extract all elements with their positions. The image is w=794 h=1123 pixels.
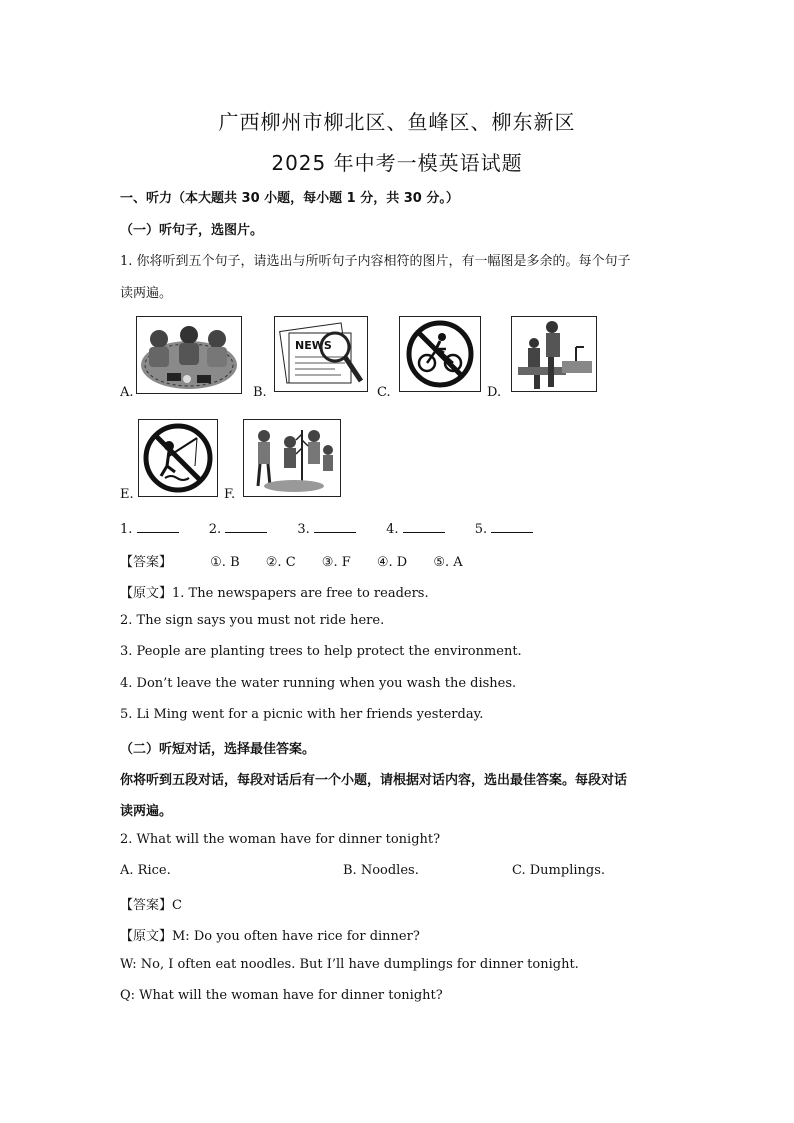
no-cycling-sign	[399, 316, 481, 392]
q2-answer: 【答案】C	[120, 898, 182, 913]
answer-item: ①. B	[210, 555, 240, 570]
washing-dishes-illustration	[511, 316, 597, 392]
q1-instruction-line1: 1. 你将听到五个句子，请选出与所听句子内容相符的图片，有一幅图是多余的。每个句子	[120, 254, 631, 269]
part2-header: （二）听短对话，选择最佳答案。	[120, 742, 316, 757]
original-label: 【原文】	[120, 586, 173, 601]
option-label-a: A.	[120, 385, 134, 400]
choice-c[interactable]: C. Dumplings.	[512, 863, 606, 878]
original-sentence: 4. Don’t leave the water running when you wash the dishes.	[120, 676, 517, 691]
option-label-c: C.	[377, 385, 391, 400]
option-label-e: E.	[120, 487, 134, 502]
answer-blanks-row	[120, 520, 559, 537]
choice-b[interactable]: B. Noodles.	[343, 863, 419, 878]
original-sentence: 3. People are planting trees to help protect the environment.	[120, 644, 522, 659]
picnic-illustration	[136, 316, 242, 394]
q2-original-line: 【原文】M: Do you often have rice for dinner?	[120, 929, 420, 944]
blank-label: 5.	[474, 522, 488, 537]
exam-title-line2: 2025 年中考一模英语试题	[271, 151, 523, 175]
answer-item: ⑤. A	[433, 555, 463, 570]
blank-label: 1.	[120, 522, 133, 537]
original-sentence: 5. Li Ming went for a picnic with her friends yesterday.	[120, 707, 484, 722]
answers-row	[120, 551, 485, 570]
newspaper-magnifier-illustration	[274, 316, 368, 392]
original-sentence: 1. The newspapers are free to readers.	[172, 586, 429, 601]
answer-item: ④. D	[376, 555, 408, 570]
planting-trees-illustration	[243, 419, 341, 497]
answer-blank[interactable]	[403, 520, 445, 533]
q2-original-line: W: No, I often eat noodles. But I’ll have dumplings for dinner tonight.	[120, 957, 579, 972]
answer-blank[interactable]	[225, 520, 267, 533]
q1-instruction-line2: 读两遍。	[120, 286, 173, 301]
part2-instruction-line2: 读两遍。	[120, 804, 173, 819]
answer-item: ③. F	[321, 555, 351, 570]
part2-instruction-line1: 你将听到五段对话，每段对话后有一个小题，请根据对话内容，选出最佳答案。每段对话	[120, 773, 628, 788]
option-label-b: B.	[253, 385, 267, 400]
answer-blank[interactable]	[491, 520, 533, 533]
section1-header: 一、听力（本大题共 30 小题，每小题 1 分，共 30 分。）	[120, 191, 459, 206]
blank-label: 3.	[297, 522, 310, 537]
answer-blank[interactable]	[137, 520, 179, 533]
original-sentence: 2. The sign says you must not ride here.	[120, 613, 385, 628]
part1-header: （一）听句子，选图片。	[120, 223, 264, 238]
q2-original-line: Q: What will the woman have for dinner tonight?	[120, 988, 443, 1003]
no-fishing-sign	[138, 419, 218, 497]
answer-item: ②. C	[265, 555, 296, 570]
blank-label: 2.	[208, 522, 222, 537]
original-line-1	[120, 582, 429, 601]
answer-blank[interactable]	[314, 520, 356, 533]
exam-title-line1: 广西柳州市柳北区、鱼峰区、柳东新区	[218, 110, 576, 134]
choice-a[interactable]: A. Rice.	[120, 863, 171, 878]
blank-label: 4.	[386, 522, 399, 537]
answer-label: 【答案】	[120, 555, 173, 570]
svg-text:NEWS: NEWS	[295, 339, 332, 352]
option-label-d: D.	[487, 385, 502, 400]
q2-question: 2. What will the woman have for dinner tonight?	[120, 832, 441, 847]
option-label-f: F.	[224, 487, 236, 502]
